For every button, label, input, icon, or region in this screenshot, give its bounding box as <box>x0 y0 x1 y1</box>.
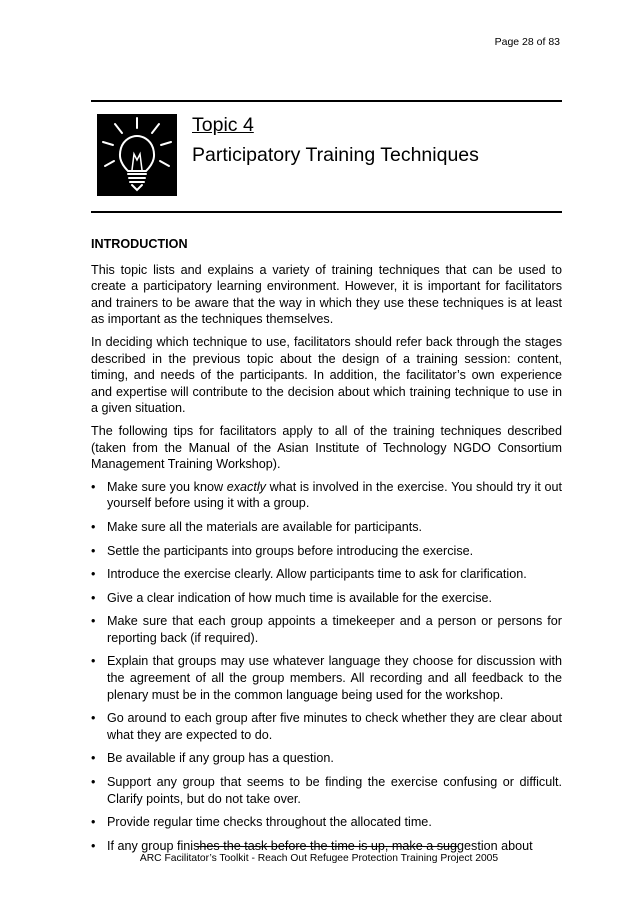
tip-text: Make sure you know <box>107 479 227 494</box>
list-item <box>91 543 562 560</box>
tip-text: Introduce the exercise clearly. Allow participants time to ask for clarification. <box>107 567 527 582</box>
list-item <box>91 750 562 767</box>
bullet-icon: • <box>91 838 96 853</box>
lightbulb-icon <box>97 114 177 196</box>
tip-emphasis: exactly <box>226 479 266 494</box>
bullet-icon: • <box>91 543 96 558</box>
tip-text: Give a clear indication of how much time is available for the exercise. <box>107 590 492 605</box>
section-heading: INTRODUCTION <box>91 237 188 251</box>
tip-text: Explain that groups may use whatever language they choose for discussion with the agreement of all the group members. All recording and all feedback to the plenary must be in the common language being used for the workshop. <box>107 654 562 702</box>
bullet-icon: • <box>91 775 96 790</box>
tip-text: Make sure all the materials are available for participants. <box>107 519 422 534</box>
tip-text: Go around to each group after five minutes to check whether they are clear about what they are expected to do. <box>107 711 562 742</box>
paragraph: In deciding which technique to use, facilitators should refer back through the stages described in the previous topic about the design of a training session: content, timing, and needs of the participants. In addition, the facilitator’s own experience and expertise will contribute to the decision about which training technique to use in a given situation. <box>91 334 562 416</box>
topic-title: Participatory Training Techniques <box>192 144 479 166</box>
bullet-icon: • <box>91 711 96 726</box>
bullet-icon: • <box>91 751 96 766</box>
list-item <box>91 653 562 703</box>
tip-text: Be available if any group has a question. <box>107 751 334 766</box>
list-item <box>91 479 562 512</box>
topic-number: Topic 4 <box>192 114 254 136</box>
list-item <box>91 590 562 607</box>
page-number: Page 28 of 83 <box>494 36 560 48</box>
list-item <box>91 566 562 583</box>
footer-divider <box>196 846 458 847</box>
tip-text: what is involved in the exercise. You should try it out yourself before using it with a group. <box>107 479 562 511</box>
list-item <box>91 814 562 831</box>
bullet-icon: • <box>91 479 96 494</box>
paragraph: The following tips for facilitators apply to all of the training techniques described (taken from the Manual of the Asian Institute of Technology NGDO Consortium Management Training Workshop). <box>91 423 562 472</box>
bottom-divider <box>91 211 562 213</box>
top-divider <box>91 100 562 102</box>
bullet-icon: • <box>91 654 96 669</box>
list-item <box>91 613 562 646</box>
body-content <box>91 236 562 861</box>
tip-text: If any group finishes the task before the time is up, make a suggestion about <box>107 838 533 853</box>
tip-text: Settle the participants into groups before introducing the exercise. <box>107 543 474 558</box>
list-item <box>91 710 562 743</box>
bullet-icon: • <box>91 519 96 534</box>
bullet-icon: • <box>91 567 96 582</box>
tips-list <box>91 479 562 855</box>
paragraph: This topic lists and explains a variety of training techniques that can be used to create a participatory learning environment. However, it is important for facilitators and trainers to be aware that the way in which they use these techniques is at least as important as the techniques themselves. <box>91 262 562 327</box>
tip-text: Make sure that each group appoints a timekeeper and a person or persons for reporting back (if required). <box>107 614 562 645</box>
bullet-icon: • <box>91 590 96 605</box>
page-footer: ARC Facilitator’s Toolkit - Reach Out Refugee Protection Training Project 2005 <box>139 853 499 864</box>
list-item <box>91 774 562 807</box>
list-item <box>91 519 562 536</box>
bullet-icon: • <box>91 614 96 629</box>
tip-text: Provide regular time checks throughout the allocated time. <box>107 815 432 830</box>
bullet-icon: • <box>91 815 96 830</box>
tip-text: Support any group that seems to be finding the exercise confusing or difficult. Clarify points, but do not take over. <box>107 775 562 806</box>
